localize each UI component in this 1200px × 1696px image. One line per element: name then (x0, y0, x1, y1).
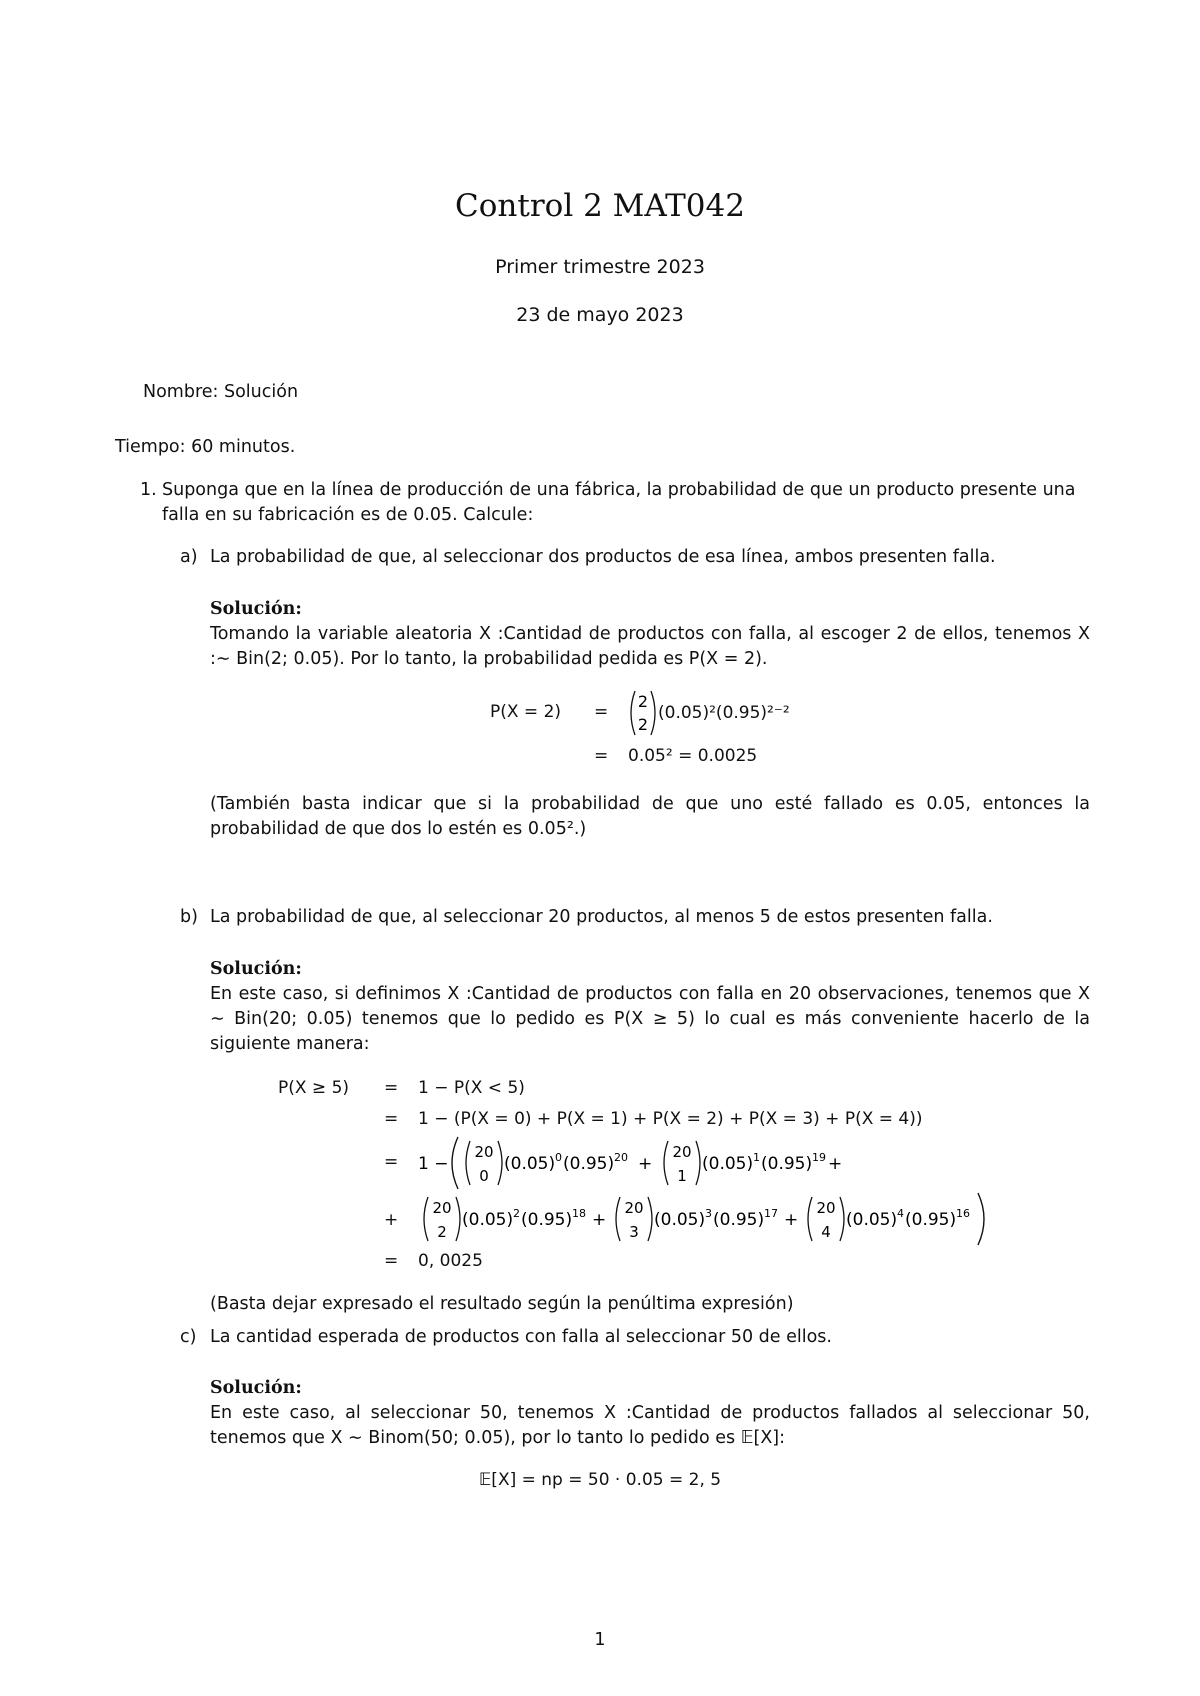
svg-text:(0.95): (0.95) (761, 1154, 813, 1174)
svg-text:3: 3 (629, 1223, 639, 1241)
equation-a-rhs (628, 688, 790, 738)
svg-text:0: 0 (479, 1167, 489, 1185)
equals-sign: = (384, 1078, 399, 1098)
part-b-label: b) (180, 907, 198, 927)
eq-b-line2: 1 − (P(X = 0) + P(X = 1) + P(X = 2) + P(X = 3) + P(X = 4)) (418, 1109, 923, 1129)
equals-sign: = (594, 702, 609, 722)
svg-text:3: 3 (705, 1207, 712, 1220)
eq-rhs: (0.05)²(0.95)²⁻² (658, 703, 790, 723)
binomial-coefficient (628, 688, 658, 738)
equation-a-line2: 0.05² = 0.0025 (628, 746, 758, 766)
part-a-solution (210, 597, 1090, 672)
name-line: Nombre: Solución (143, 382, 299, 402)
part-c (180, 1325, 1090, 1350)
eq-b-line1: 1 − P(X < 5) (418, 1078, 525, 1098)
part-a (180, 545, 1090, 570)
equals-sign: = (594, 746, 609, 766)
svg-text:+: + (592, 1210, 607, 1230)
solution-heading: Solución: (210, 599, 302, 619)
solution-text: En este caso, al seleccionar 50, tenemos X :Cantidad de productos fallados al seleccionar 50, tenemos que X ∼ Binom(50; 0.05), por lo tanto lo pedido es 𝔼[X]: (210, 1403, 1090, 1448)
svg-text:2: 2 (637, 692, 649, 711)
svg-text:19: 19 (812, 1151, 826, 1164)
svg-text:20: 20 (432, 1199, 452, 1217)
question-1 (140, 478, 1090, 528)
svg-text:0: 0 (555, 1151, 562, 1164)
eq-lhs: P(X = 2) (490, 702, 562, 722)
svg-text:1: 1 (753, 1151, 760, 1164)
svg-text:(0.95): (0.95) (521, 1210, 573, 1230)
svg-text:(0.95): (0.95) (563, 1154, 615, 1174)
svg-text:(0.05): (0.05) (462, 1210, 514, 1230)
svg-text:1: 1 (677, 1167, 687, 1185)
svg-text:20: 20 (672, 1143, 692, 1161)
part-b-solution (210, 957, 1090, 1057)
eq-b-line3 (418, 1135, 888, 1191)
equals-sign: = (384, 1251, 399, 1271)
plus-sign: + (384, 1210, 399, 1230)
svg-text:20: 20 (624, 1199, 644, 1217)
part-a-text: La probabilidad de que, al seleccionar dos productos de esa línea, ambos presenten falla. (210, 547, 996, 567)
svg-text:4: 4 (821, 1223, 831, 1241)
part-b-text: La probabilidad de que, al seleccionar 20 productos, al menos 5 de estos presenten falla. (210, 907, 993, 927)
svg-text:2: 2 (637, 715, 649, 734)
eq-b-line5: 0, 0025 (418, 1251, 483, 1271)
equation-c: 𝔼[X] = np = 50 · 0.05 = 2, 5 (478, 1470, 722, 1490)
svg-text:2: 2 (513, 1207, 520, 1220)
svg-text:17: 17 (764, 1207, 778, 1220)
svg-text:2: 2 (437, 1223, 447, 1241)
part-a-note: (También basta indicar que si la probabilidad de que uno esté fallado es 0.05, entonces la probabilidad de que dos lo estén es 0.05².) (210, 794, 1090, 839)
question-text: Suponga que en la línea de producción de una fábrica, la probabilidad de que un producto presente una falla en su fabricación es de 0.05. Calcule: (162, 480, 1076, 525)
page-title: Control 2 MAT042 (455, 188, 745, 224)
equals-sign: = (384, 1152, 399, 1172)
solution-heading: Solución: (210, 1378, 302, 1398)
svg-text:+: + (784, 1210, 799, 1230)
time-line: Tiempo: 60 minutos. (115, 437, 296, 457)
svg-text:20: 20 (816, 1199, 836, 1217)
part-c-solution (210, 1376, 1090, 1451)
equation-a-line1 (490, 700, 561, 725)
svg-text:+: + (828, 1154, 843, 1174)
svg-text:(0.05): (0.05) (654, 1210, 706, 1230)
svg-text:(0.05): (0.05) (846, 1210, 898, 1230)
svg-text:(0.95): (0.95) (905, 1210, 957, 1230)
part-c-text: La cantidad esperada de productos con falla al seleccionar 50 de ellos. (210, 1327, 832, 1347)
solution-heading: Solución: (210, 959, 302, 979)
eq-b-lhs: P(X ≥ 5) (278, 1078, 350, 1098)
svg-text:+: + (638, 1154, 653, 1174)
svg-text:(0.05): (0.05) (702, 1154, 754, 1174)
part-b (180, 905, 1090, 930)
term: Primer trimestre 2023 (495, 256, 705, 278)
svg-text:20: 20 (614, 1151, 628, 1164)
equals-sign: = (384, 1109, 399, 1129)
eq-b-line4 (418, 1191, 1018, 1247)
svg-text:18: 18 (572, 1207, 586, 1220)
exam-date: 23 de mayo 2023 (516, 304, 684, 326)
part-b-note: (Basta dejar expresado el resultado según la penúltima expresión) (210, 1294, 794, 1314)
svg-text:(0.95): (0.95) (713, 1210, 765, 1230)
svg-text:20: 20 (474, 1143, 494, 1161)
svg-text:16: 16 (956, 1207, 970, 1220)
question-number: 1. (140, 480, 157, 500)
part-c-label: c) (180, 1327, 197, 1347)
solution-text: En este caso, si definimos X :Cantidad de productos con falla en 20 observaciones, tenemos que X ∼ Bin(20; 0.05) tenemos que lo pedido es P(X ≥ 5) lo cual es más conveniente hacerlo de la siguiente manera: (210, 984, 1090, 1054)
svg-text:4: 4 (897, 1207, 904, 1220)
page-number: 1 (594, 1630, 606, 1650)
part-a-label: a) (180, 547, 198, 567)
solution-text: Tomando la variable aleatoria X :Cantidad de productos con falla, al escoger 2 de ellos, tenemos X :∼ Bin(2; 0.05). Por lo tanto, la probabilidad pedida es P(X = 2). (210, 624, 1090, 669)
svg-text:(0.05): (0.05) (504, 1154, 556, 1174)
svg-text:1 −: 1 − (418, 1154, 449, 1174)
